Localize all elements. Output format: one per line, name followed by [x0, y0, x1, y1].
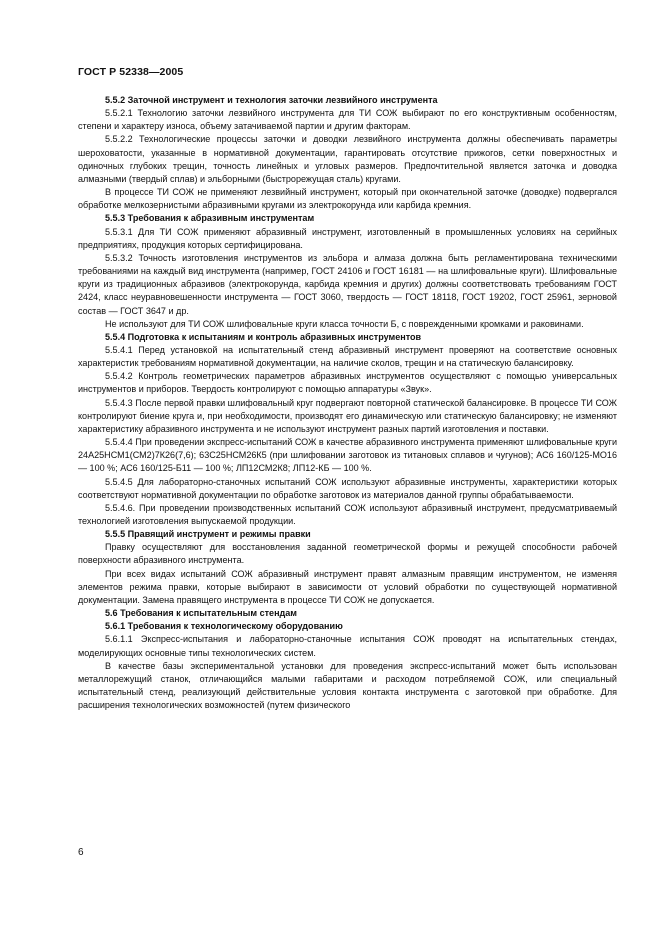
paragraph: 5.5.2.2 Технологические процессы заточки и доводки лезвийного инструмента должны обеспечивать параметры шероховатости, указанные в нормативной документации, гарантировать отсутствие прижогов, сетки поверхностных и одиночных глубоких трещин, точность линейных и угловых размеров. Предпочтительной является заточка и доводка алмазными (твердый сплав) и эльборными (быстрорежущая сталь) кругами.: [78, 134, 617, 184]
paragraph: 5.5.4.2 Контроль геометрических параметров абразивных инструментов осуществляют с помощью универсальных инструментов и приборов. Твердость контролируют с помощью аппаратуры «Звук».: [78, 371, 617, 395]
paragraph: При всех видах испытаний СОЖ абразивный инструмент правят алмазным правящим инструментом, не изменяя элементов режима правки, которые выбирают в зависимости от условий обработки по существующей нормативной документации. Замена правящего инструмента в процессе ТИ СОЖ не допускается.: [78, 568, 617, 605]
document-body: [78, 94, 617, 712]
paragraph: Не используют для ТИ СОЖ шлифовальные круги класса точности Б, с поврежденными кромками и раковинами.: [105, 318, 584, 329]
paragraph: 5.5.4.5 Для лабораторно-станочных испытаний СОЖ используют абразивные инструменты, характеристики которых соответствуют нормативной документации по обработке заготовок из материалов данной группы обрабатываемости.: [78, 476, 617, 500]
section-heading-5-5-2: 5.5.2 Заточной инструмент и технология заточки лезвийного инструмента: [105, 95, 438, 105]
section-heading-5-5-4: 5.5.4 Подготовка к испытаниям и контроль абразивных инструментов: [105, 331, 422, 342]
paragraph: 5.5.4.1 Перед установкой на испытательный стенд абразивный инструмент проверяют на соответствие основных характеристик требованиям нормативной документации, на наличие сколов, трещин и на статическую балансировку.: [78, 344, 617, 369]
paragraph: Правку осуществляют для восстановления заданной геометрической формы и режущей способности рабочей поверхности абразивного инструмента.: [78, 542, 617, 566]
paragraph: 5.5.4.6. При проведении производственных испытаний СОЖ используют абразивный инструмент, предусматриваемый технологией изготовления выпускаемой продукции.: [78, 502, 617, 526]
paragraph: 5.5.4.3 После первой правки шлифовальный круг подвергают повторной статической балансировке. В процессе ТИ СОЖ контролируют биение круга и, при необходимости, производят его динамическую или статическую балансировку; не изменяют характеристику абразивного инструмента и не используют инструмент разных партий изготовления и поставки.: [78, 397, 617, 434]
section-heading-5-6-1: 5.6.1 Требования к технологическому оборудованию: [105, 621, 343, 632]
paragraph: В процессе ТИ СОЖ не применяют лезвийный инструмент, который при окончательной заточке (доводке) подвергался обработке мелкозернистыми абразивными кругами из электрокорунда или карбида кремния.: [78, 187, 617, 211]
paragraph: 5.5.4.4 При проведении экспресс-испытаний СОЖ в качестве абразивного инструмента применяют шлифовальные круги 24А25НСМ1(СМ2)7К26(7,6); 63С25НСМ26К5 (при шлифовании заготовок из титановых сплавов и чугунов); АС6 160/125-МО16 — 100 %; АС6 160/125-Б11 — 100 %; ЛП12СМ2К8; ЛП12-КБ — 100 %.: [78, 437, 617, 474]
page-number: 6: [78, 847, 84, 858]
paragraph: 5.6.1.1 Экспресс-испытания и лабораторно-станочные испытания СОЖ проводят на испытательных стендах, моделирующих основные типы технологических систем.: [78, 634, 617, 658]
paragraph: 5.5.3.1 Для ТИ СОЖ применяют абразивный инструмент, изготовленный в промышленных условиях на серийных предприятиях, продукция которых сертифицирована.: [78, 226, 617, 250]
paragraph: 5.5.3.2 Точность изготовления инструментов из эльбора и алмаза должна быть регламентирована техническими требованиями на каждый вид инструмента (например, ГОСТ 24106 и ГОСТ 16181 — на шлифовальные круги). Шлифовальные круги из традиционных абразивов (электрокорунда, карбида кремния и других) должны соответствовать требованиям ГОСТ 2424, класс неуравновешенности инструмента — ГОСТ 3060, твердость — ГОСТ 18118, ГОСТ 19202, ГОСТ 25961, зерновой состав — ГОСТ 3647 и др.: [78, 252, 617, 316]
document-header: ГОСТ Р 52338—2005: [78, 66, 184, 78]
section-heading-5-6: 5.6 Требования к испытательным стендам: [105, 608, 297, 619]
paragraph: В качестве базы экспериментальной установки для проведения экспресс-испытаний может быть использован металлорежущий станок, отличающийся малыми габаритами и расходом потребляемой СОЖ, или специальный испытательный стенд, реализующий действительные условия контакта инструмента с заготовкой при обработке. Для расширения технологических возможностей (путем физического: [78, 660, 617, 711]
section-heading-5-5-5: 5.5.5 Правящий инструмент и режимы правки: [105, 529, 311, 540]
section-heading-5-5-3: 5.5.3 Требования к абразивным инструментам: [105, 213, 315, 224]
paragraph: 5.5.2.1 Технологию заточки лезвийного инструмента для ТИ СОЖ выбирают по его конструктивным особенностям, степени и характеру износа, объему затачиваемой партии и другим факторам.: [78, 108, 617, 132]
